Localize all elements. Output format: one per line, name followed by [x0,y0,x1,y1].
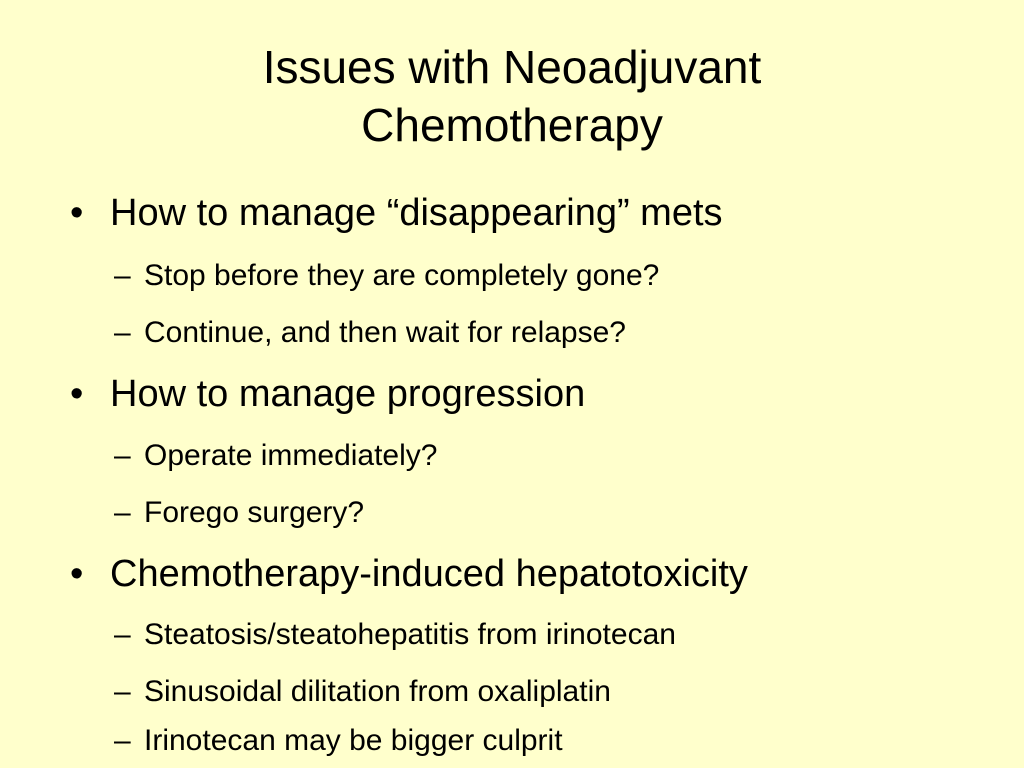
sub-bullet-marker: – [114,316,131,349]
sub-bullet-text: Forego surgery? [144,496,365,529]
sub-bullet-marker: – [114,675,131,708]
sub-bullet-text: Operate immediately? [144,439,438,472]
bullet-marker: • [70,553,84,595]
title-line: Issues with Neoadjuvant [262,41,762,93]
sub-bullet-text: Sinusoidal dilitation from oxaliplatin [144,675,611,708]
sub-bullet-text: Stop before they are completely gone? [144,259,660,292]
slide-title [0,38,1024,154]
sub-bullet-marker: – [114,496,131,529]
sub-bullet-marker: – [114,439,131,472]
bullet-marker: • [70,192,84,234]
sub-bullet-marker: – [114,618,131,651]
sub-bullet-text: Steatosis/steatohepatitis from irinotecan [144,618,676,651]
sub-bullet-text: Irinotecan may be bigger culprit [144,724,563,757]
bullet-marker: • [70,373,84,415]
sub-bullet-text: Continue, and then wait for relapse? [144,316,626,349]
bullet-text: Chemotherapy-induced hepatotoxicity [110,553,748,595]
title-line: Chemotherapy [361,99,663,151]
bullet-text: How to manage “disappearing” mets [110,192,723,234]
sub-bullet-marker: – [114,259,131,292]
bullet-text: How to manage progression [110,373,586,415]
sub-bullet-marker: – [114,724,131,757]
